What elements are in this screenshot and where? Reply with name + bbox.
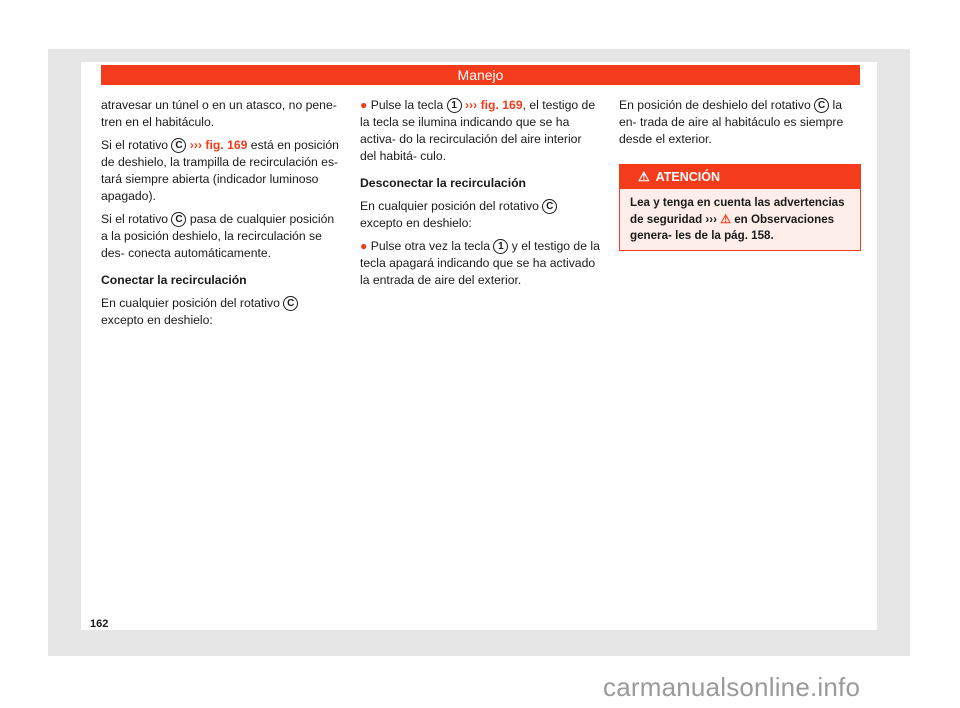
bullet-icon: ●	[360, 239, 368, 253]
knob-c-symbol: C	[814, 98, 829, 113]
bullet-icon: ●	[360, 98, 368, 112]
text: excepto en deshielo:	[360, 216, 472, 230]
text: y el testigo de la tecla apagará indicando que se ha activado la entrada de aire del exterior.	[360, 239, 600, 287]
key-1-symbol: 1	[447, 98, 462, 113]
paragraph	[101, 137, 339, 205]
text: pasa de cualquier posición a la posición deshielo, la recirculación se des- conecta automáticamente.	[101, 212, 335, 260]
text: está en posición de deshielo, la trampilla de recirculación es- tará siempre abierta (indicador luminoso apagado).	[101, 138, 339, 203]
text: Pulse la tecla	[370, 98, 444, 112]
paragraph	[360, 198, 600, 232]
section-header: Manejo	[101, 65, 860, 85]
column-right	[619, 97, 861, 251]
figure-link[interactable]: ››› fig. 169	[465, 98, 523, 112]
column-left	[101, 97, 339, 335]
text: , el testigo de la tecla se ilumina indicando que se ha activa- do la recirculación del aire interior del habitá- culo.	[360, 98, 596, 163]
subheading: Desconectar la recirculación	[360, 176, 526, 190]
paragraph	[101, 211, 339, 262]
bullet-item	[360, 238, 600, 289]
watermark: carmanualsonline.info	[603, 672, 861, 702]
text: En posición de deshielo del rotativo	[619, 98, 811, 112]
warning-title: ATENCIÓN	[655, 170, 721, 184]
text: excepto en deshielo:	[101, 313, 213, 327]
knob-c-symbol: C	[542, 199, 557, 214]
paragraph	[619, 97, 861, 148]
warning-header	[620, 165, 860, 189]
knob-c-symbol: C	[283, 296, 298, 311]
paragraph: atravesar un túnel o en un atasco, no pene- tren en el habitáculo.	[101, 98, 337, 129]
text: Pulse otra vez la tecla	[370, 239, 490, 253]
text: Si el rotativo	[101, 212, 169, 226]
text: en Observaciones genera- les de la pág. 158.	[630, 213, 835, 242]
knob-c-symbol: C	[171, 138, 186, 153]
text: En cualquier posición del rotativo	[101, 296, 280, 310]
figure-link[interactable]: ››› fig. 169	[189, 138, 248, 152]
paragraph	[101, 295, 339, 329]
key-1-symbol: 1	[493, 239, 508, 254]
text: En cualquier posición del rotativo	[360, 199, 539, 213]
page-number: 162	[90, 618, 109, 630]
knob-c-symbol: C	[171, 212, 186, 227]
text: Lea y tenga en cuenta las advertencias de seguridad ›››	[630, 196, 845, 226]
warning-triangle-icon: ⚠	[720, 212, 731, 226]
warning-text	[620, 189, 860, 250]
column-middle	[360, 97, 600, 295]
warning-triangle-icon: ⚠	[638, 169, 650, 184]
bullet-item	[360, 97, 600, 165]
text: la en- trada de aire al habitáculo es siempre desde el exterior.	[619, 98, 844, 146]
text: Si el rotativo	[101, 138, 169, 152]
subheading: Conectar la recirculación	[101, 273, 247, 287]
warning-box	[619, 164, 861, 251]
